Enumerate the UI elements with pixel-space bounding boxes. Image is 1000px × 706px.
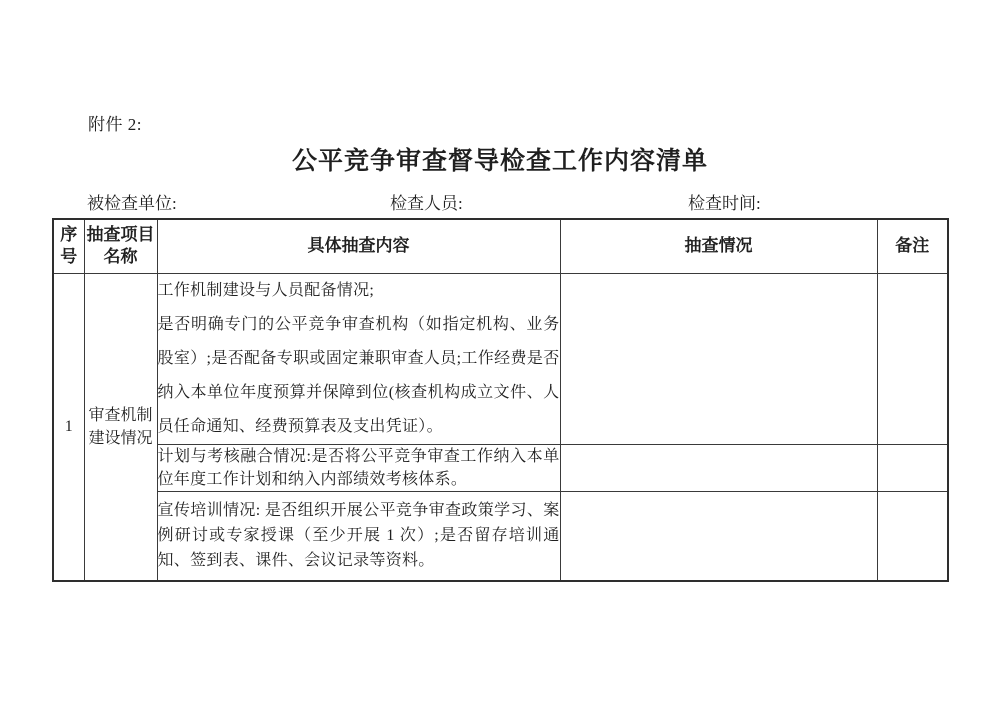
table-row [53,444,948,491]
content-cell-item-1 [157,273,560,444]
inspected-unit-field [87,189,297,214]
remark-fill-cell-item-2[interactable] [877,444,948,491]
inspector-label: 检查人员: [390,194,463,213]
content-cell-item-3 [157,491,560,581]
table-row [53,491,948,581]
column-header-project-name: 抽查项目名称 [84,219,157,273]
column-header-content: 具体抽查内容 [157,219,560,273]
situation-fill-cell-item-1[interactable] [560,273,877,444]
inspection-time-input-area[interactable] [761,194,881,214]
column-header-remark: 备注 [877,219,948,273]
situation-fill-cell-item-2[interactable] [560,444,877,491]
info-line [0,189,1000,213]
page-title: 公平竞争审查督导检查工作内容清单 [291,148,708,175]
inspected-unit-label: 被检查单位: [87,194,177,213]
table-row [53,273,948,444]
content-paragraph: 计划与考核融合情况:是否将公平竞争审查工作纳入本单位年度工作计划和纳入内部绩效考核体系。 [157,447,560,488]
table-header-row [53,219,948,273]
column-header-seq: 序号 [53,219,84,273]
inspector-input-area[interactable] [463,194,583,214]
checklist-table [52,218,949,582]
row-index-cell: 1 [53,273,84,581]
content-paragraph: 宣传培训情况: 是否组织开展公平竞争审查政策学习、案例研讨或专家授课（至少开展 1 次）;是否留存培训通知、签到表、课件、会议记录等资料。 [157,502,560,570]
content-paragraph: 工作机制建设与人员配备情况; [157,281,375,299]
inspection-time-field [688,189,881,214]
inspection-time-label: 检查时间: [688,194,761,213]
situation-fill-cell-item-3[interactable] [560,491,877,581]
attachment-label: 附件 2: [88,115,142,134]
content-cell-item-2 [157,444,560,491]
remark-fill-cell-item-1[interactable] [877,273,948,444]
project-name-cell: 审查机制建设情况 [84,273,157,581]
content-paragraph: 是否明确专门的公平竞争审查机构（如指定机构、业务股室）;是否配备专职或固定兼职审查人员;工作经费是否纳入本单位年度预算并保障到位(核查机构成立文件、人员任命通知、经费预算表及支出凭证）。 [157,315,560,435]
inspector-field [390,189,583,214]
inspected-unit-input-area[interactable] [177,194,297,214]
column-header-situation: 抽查情况 [560,219,877,273]
remark-fill-cell-item-3[interactable] [877,491,948,581]
